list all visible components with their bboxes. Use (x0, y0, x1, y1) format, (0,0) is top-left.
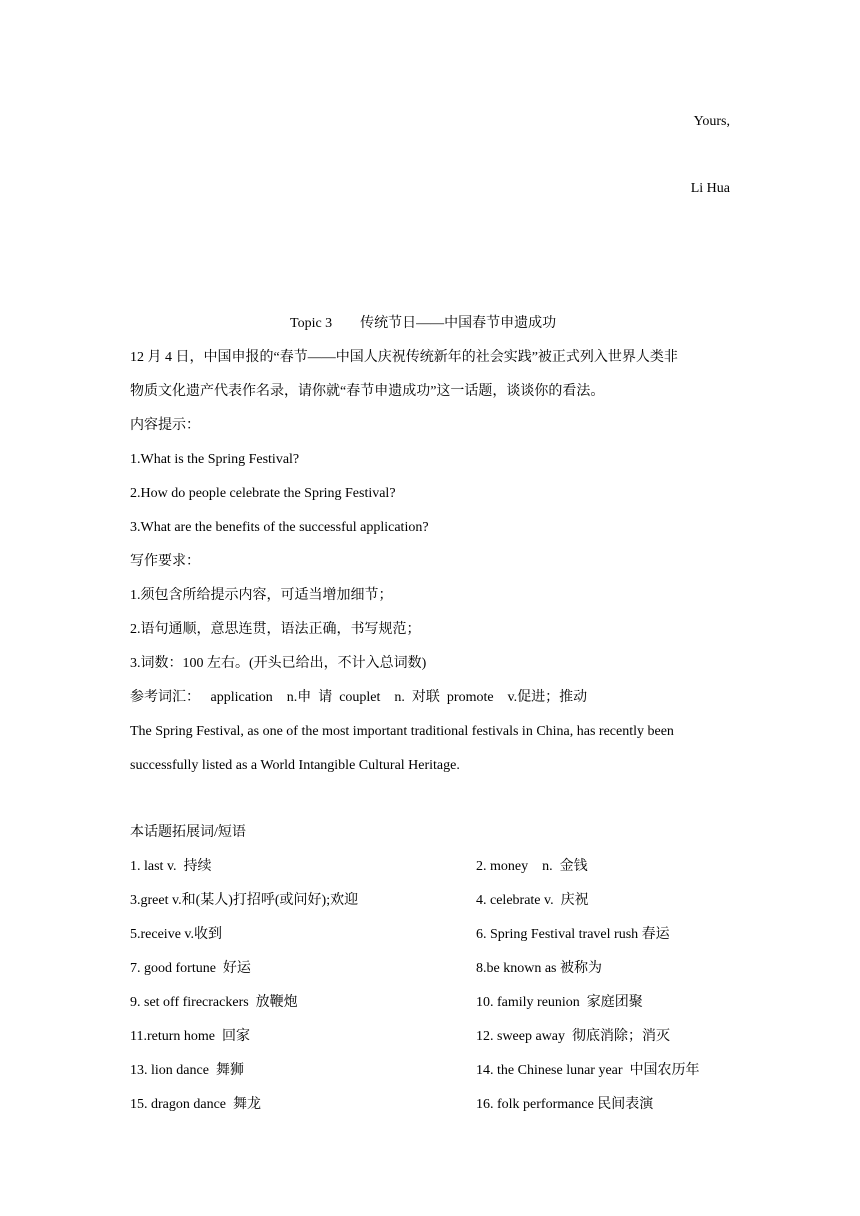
requirement-item: 2.语句通顺，意思连贯，语法正确，书写规范； (130, 622, 421, 637)
vocab-item: 13. lion dance 舞狮 (130, 1063, 244, 1078)
reference-words: 参考词汇： application n.申 请 couplet n. 对联 promote v.促进；推动 (130, 690, 588, 705)
vocab-item: 5.receive v.收到 (130, 927, 222, 942)
vocab-item: 16. folk performance 民间表演 (476, 1097, 654, 1112)
vocab-item: 3.greet v.和(某人)打招呼(或问好);欢迎 (130, 893, 359, 908)
intro-line-2: 物质文化遗产代表作名录，请你就“春节申遗成功”这一话题，谈谈你的看法。 (130, 384, 605, 399)
requirement-item: 3.词数：100 左右。(开头已给出，不计入总词数) (130, 656, 427, 671)
vocab-item: 1. last v. 持续 (130, 859, 212, 874)
vocab-item: 9. set off firecrackers 放鞭炮 (130, 995, 298, 1010)
vocab-item: 12. sweep away 彻底消除；消灭 (476, 1029, 671, 1044)
vocab-item: 14. the Chinese lunar year 中国农历年 (476, 1063, 700, 1078)
vocab-item: 10. family reunion 家庭团聚 (476, 995, 643, 1010)
vocab-item: 11.return home 回家 (130, 1029, 251, 1044)
letter-signature: Li Hua (690, 181, 730, 196)
intro-line-1: 12 月 4 日，中国申报的“春节——中国人庆祝传统新年的社会实践”被正式列入世界人类非 (130, 350, 678, 365)
vocab-item: 6. Spring Festival travel rush 春运 (476, 927, 670, 942)
letter-closing: Yours, (693, 114, 730, 129)
vocab-item: 7. good fortune 好运 (130, 961, 251, 976)
content-point: 2.How do people celebrate the Spring Festival? (130, 486, 396, 501)
vocab-item: 8.be known as 被称为 (476, 961, 602, 976)
opening-line-1: The Spring Festival, as one of the most important traditional festivals in China, has recently been (130, 724, 674, 739)
requirement-item: 1.须包含所给提示内容，可适当增加细节； (130, 588, 393, 603)
opening-line-2: successfully listed as a World Intangible Cultural Heritage. (130, 758, 460, 773)
content-point: 3.What are the benefits of the successful application? (130, 520, 429, 535)
topic-title: Topic 3 传统节日——中国春节申遗成功 (290, 316, 557, 331)
content-point: 1.What is the Spring Festival? (130, 452, 300, 467)
vocab-heading: 本话题拓展词/短语 (130, 825, 246, 840)
vocab-item: 2. money n. 金钱 (476, 859, 588, 874)
requirements-heading: 写作要求： (130, 554, 200, 569)
vocab-item: 15. dragon dance 舞龙 (130, 1097, 262, 1112)
content-heading: 内容提示： (130, 418, 200, 433)
vocab-item: 4. celebrate v. 庆祝 (476, 893, 589, 908)
